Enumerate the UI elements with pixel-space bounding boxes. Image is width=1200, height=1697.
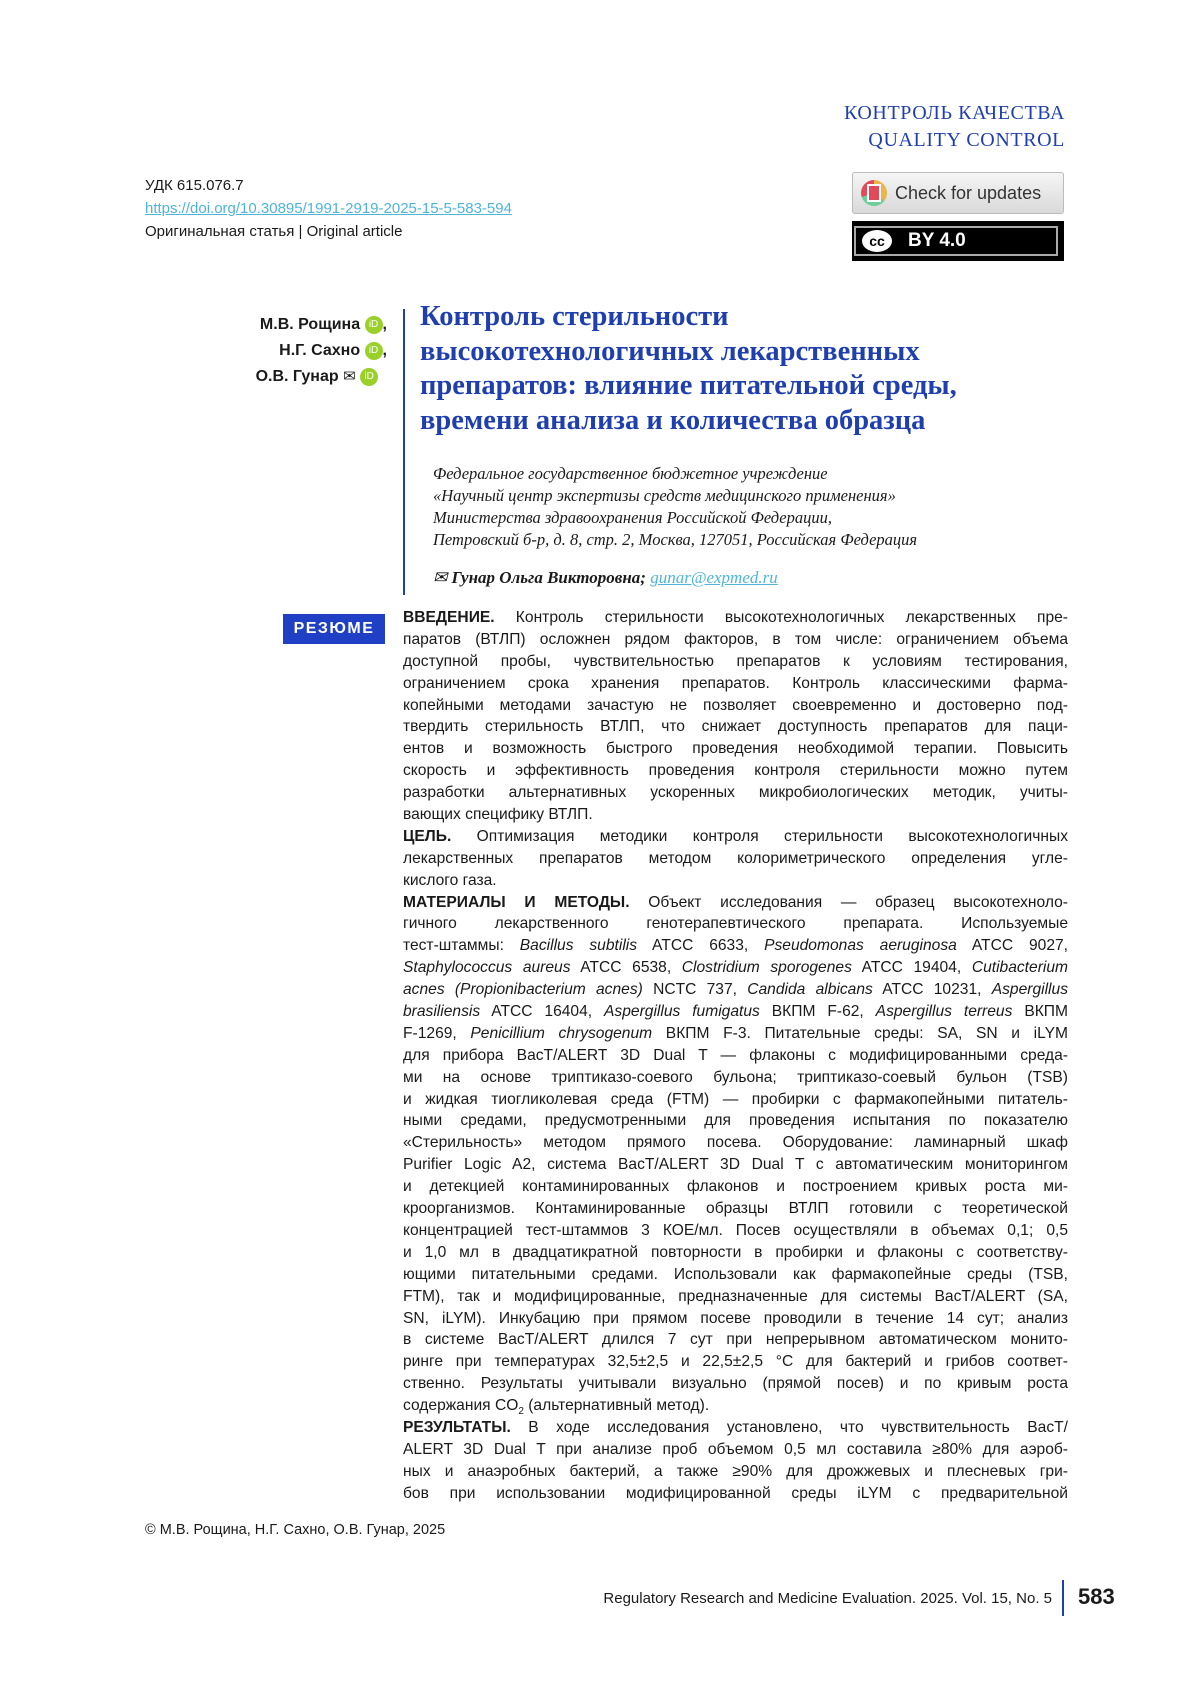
text-segment: ентов и возможность быстрого проведения необходимой терапии. Повысить [403,740,1068,758]
abstract-line [403,1132,1068,1154]
contact-name: Гунар Ольга Викторовна; [451,568,646,587]
copyright: © М.В. Рощина, Н.Г. Сахно, О.В. Гунар, 2025 [145,1522,446,1538]
rubric-en: QUALITY CONTROL [868,129,1065,151]
text-segment: Aspergillus fumigatus [604,1003,760,1021]
text-segment: для прибора BacT/ALERT 3D Dual T — флаконы с модифицированными среда- [403,1046,1068,1064]
text-segment: (альтернативный метод). [523,1397,710,1415]
author: М.В. Рощина iD , [259,316,387,333]
text-segment: гичного лекарственного генотерапевтического препарата. Используемые [403,915,1068,933]
doi-link[interactable]: https://doi.org/10.30895/1991-2919-2025-15-5-583-594 [145,200,512,217]
text-segment: скорость и эффективность проведения контроля стерильности можно путем [403,762,1068,780]
license-label: BY 4.0 [908,230,966,251]
text-segment: «Стерильность» методом прямого посева. Оборудование: ламинарный шкаф [403,1134,1068,1152]
affiliation: Федеральное государственное бюджетное учреждение «Научный центр экспертизы средств медицинского применения» Министерства здравоохранения Российской Федерации, Петровский б-р, д. 8, стр. 2, Москва, 127051, Российская Федерация [433,464,918,549]
text-segment: ВКПМ [1012,1003,1069,1021]
text-segment: и 1,0 мл в двадцатикратной повторности в пробирки и флаконы с соответству- [403,1243,1068,1261]
text-segment: В ходе исследования установлено, что чувствительность BacT/ [510,1418,1068,1436]
text-segment: Pseudomonas aeruginosa [764,937,957,955]
text-segment: твердить стерильность ВТЛП, что снижает доступность препаратов для паци- [403,718,1068,736]
text-segment: Penicillium chrysogenum [470,1024,653,1042]
mail-icon: ✉ [343,368,356,385]
cc-license-badge[interactable] [852,221,1064,261]
abstract-line [403,1220,1068,1242]
text-segment: тест-штаммы: [403,937,520,955]
abstract-line [403,1483,1068,1505]
cc-icon: cc [860,228,894,254]
article-title: Контроль стерильности высокотехнологичных лекарственных препаратов: влияние питательной среды, времени анализа и количества образца [420,301,957,436]
abstract-line [403,957,1068,979]
text-segment: вающих специфику ВТЛП. [403,806,593,824]
abstract-line [403,1001,1068,1023]
abstract-line [403,1198,1068,1220]
text-segment: паратов (ВТЛП) осложнен рядом факторов, в том числе: ограничением объема [403,630,1068,648]
author: О.В. Гунар ✉ iD [256,364,387,390]
check-for-updates-button[interactable] [852,172,1064,214]
text-segment: ATCC 9027, [956,937,1068,955]
abstract-line [403,760,1068,782]
authors-list [256,312,387,390]
text-segment: NCTC 737, [642,981,748,999]
text-segment: acnes (Propionibacterium acnes) [403,981,643,999]
text-segment: копейными методами зачастую не позволяет своевременно и достоверно под- [403,696,1068,714]
text-segment: ALERT 3D Dual T при анализе проб объемом 0,5 мл составила ≥80% для аэроб- [403,1440,1068,1458]
abstract-line [403,1023,1068,1045]
page-number: 583 [1078,1584,1115,1609]
abstract-line [403,673,1068,695]
text-segment: FTM), так и модифицированные, предназначенные для системы BacT/ALERT (SA, [403,1287,1068,1305]
text-segment: ATCC 16404, [480,1003,605,1021]
abstract-line [403,1395,1068,1417]
section-heading: ВВЕДЕНИЕ. [403,609,495,626]
text-segment: ATCC 6538, [570,959,682,977]
text-segment: ВКПМ F-3. Питательные среды: SA, SN и iLYM [652,1024,1069,1042]
text-segment: бов при использовании модифицированной среды iLYM с предварительной [403,1484,1068,1502]
footer-divider [1062,1580,1064,1616]
text-segment: Candida albicans [747,981,873,999]
text-segment: ющими питательными средами. Использовали как фармакопейные среды (TSB, [403,1265,1068,1283]
text-segment: кислого газа. [403,871,497,889]
text-segment: концентрацией тест-штаммов 3 КОЕ/мл. Посев осуществляли в объемах 0,1; 0,5 [403,1221,1068,1239]
abstract-line [403,1154,1068,1176]
text-segment: ственно. Результаты учитывали визуально (прямой посев) и по кривым роста [403,1375,1068,1393]
text-segment: ВКПМ F-62, [759,1003,876,1021]
section-heading: РЕЗУЛЬТАТЫ. [403,1418,511,1436]
abstract-line [403,826,1068,848]
text-segment: Bacillus subtilis [519,937,638,955]
text-segment: brasiliensis [403,1003,481,1021]
text-segment: ATCC 19404, [851,959,972,977]
text-segment: и жидкая тиогликолевая среда (FTM) — пробирки с фармакопейными питатель- [403,1090,1068,1108]
abstract-line [403,651,1068,673]
text-segment: Объект исследования — образец высокотехноло- [629,893,1068,911]
text-segment: Контроль стерильности высокотехнологичных лекарственных пре- [494,609,1068,626]
text-segment: ными средами, предусмотренными для проведения испытания по показателю [403,1112,1068,1130]
text-segment: Purifier Logic A2, система BacT/ALERT 3D Dual T с автоматическим мониторингом [403,1156,1068,1174]
abstract-line [403,1045,1068,1067]
abstract-line [403,738,1068,760]
text-segment: SN, iLYM). Инкубацию при прямом посеве проводили в течение 14 сут; анализ [403,1309,1068,1327]
orcid-icon[interactable]: iD [365,316,383,334]
text-segment: лекарственных препаратов методом колориметрического определения угле- [403,849,1068,867]
abstract-line [403,782,1068,804]
abstract-line [403,1373,1068,1395]
abstract-line [403,1176,1068,1198]
abstract-body [403,607,1068,1505]
section-heading: ЦЕЛЬ. [403,827,452,845]
author: Н.Г. Сахно iD , [279,342,387,359]
abstract-label: РЕЗЮМЕ [283,614,385,644]
text-segment: Оптимизация методики контроля стерильности высокотехнологичных [451,827,1068,845]
journal-citation: Regulatory Research and Medicine Evaluation. 2025. Vol. 15, No. 5 [603,1590,1052,1607]
abstract-line [403,1110,1068,1132]
text-segment: ATCC 10231, [872,981,992,999]
abstract-line [403,1264,1068,1286]
contact-email-link[interactable]: gunar@expmed.ru [650,568,778,587]
crossmark-icon [861,180,887,206]
text-segment: и детекцией контаминированных флаконов и построением кривых роста ми- [403,1178,1068,1196]
abstract-line [403,804,1068,826]
abstract-line [403,695,1068,717]
text-segment: ринге при температурах 32,5±2,5 и 22,5±2,5 °C для бактерий и грибов соответ- [403,1353,1068,1371]
abstract-line [403,1461,1068,1483]
abstract-line [403,1417,1068,1439]
text-segment: ATCC 6633, [637,937,765,955]
section-heading: МАТЕРИАЛЫ И МЕТОДЫ. [403,893,630,911]
text-segment: разработки альтернативных ускоренных микробиологических методик, учиты- [403,784,1068,802]
rubric-ru: КОНТРОЛЬ КАЧЕСТВА [843,102,1065,124]
abstract-line [403,870,1068,892]
text-segment: кроорганизмов. Контаминированные образцы ВТЛП готовили с теоретической [403,1200,1068,1218]
abstract-line [403,1439,1068,1461]
divider-line [403,309,405,595]
abstract-line [403,1067,1068,1089]
journal-rubric [844,100,1065,154]
abstract-line [403,629,1068,651]
text-segment: содержания CO [403,1397,519,1415]
abstract-line [403,1351,1068,1373]
abstract-line [403,1242,1068,1264]
text-segment: Aspergillus terreus [875,1003,1013,1021]
corresponding-author [433,568,778,588]
abstract-line [403,607,1068,629]
abstract-line [403,848,1068,870]
text-segment: Clostridium sporogenes [681,959,852,977]
text-segment: ми на основе триптиказо-соевого бульона; триптиказо-соевый бульон (TSB) [403,1068,1068,1086]
abstract-line [403,979,1068,1001]
article-meta [145,174,512,243]
text-segment: Cutibacterium [971,959,1069,977]
text-segment: в системе BacT/ALERT длился 7 сут при непрерывном автоматическом монито- [403,1331,1068,1349]
mail-icon: ✉ [433,568,448,587]
abstract-line [403,935,1068,957]
abstract-line [403,1308,1068,1330]
abstract-line [403,892,1068,914]
text-segment: Aspergillus [991,981,1068,999]
abstract-line [403,1286,1068,1308]
abstract-line [403,913,1068,935]
orcid-icon[interactable]: iD [365,342,383,360]
abstract-line [403,1329,1068,1351]
orcid-icon[interactable]: iD [360,368,378,386]
text-segment: доступной пробы, чувствительностью препаратов к условиям тестирования, [403,652,1068,670]
check-for-updates-label: Check for updates [895,182,1042,203]
udk: УДК 615.076.7 [145,177,244,194]
abstract-line [403,1089,1068,1111]
article-type: Оригинальная статья | Original article [145,223,403,240]
text-segment: F-1269, [403,1024,471,1042]
text-segment: 2 [518,1406,524,1418]
text-segment: Staphylococcus aureus [403,959,571,977]
text-segment: ограничением срока хранения препаратов. Контроль классическими фарма- [403,674,1068,692]
text-segment: ных и анаэробных бактерий, а также ≥90% для дрожжевых и плесневых гри- [403,1462,1068,1480]
abstract-line [403,716,1068,738]
